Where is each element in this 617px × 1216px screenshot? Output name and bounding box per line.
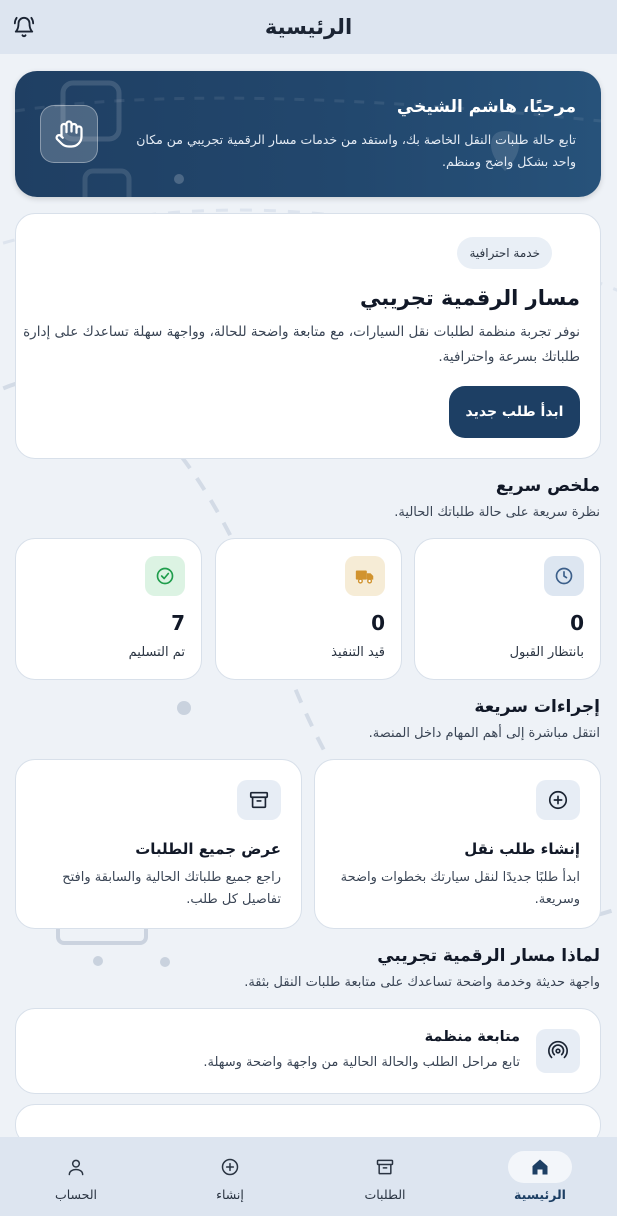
action-title: عرض جميع الطلبات bbox=[135, 840, 281, 858]
tracking-icon bbox=[536, 1029, 580, 1073]
check-circle-icon bbox=[145, 556, 185, 596]
bell-ring-icon[interactable] bbox=[12, 15, 36, 39]
why-title: لماذا مسار الرقمية تجريبي bbox=[377, 946, 600, 966]
top-app-bar bbox=[0, 0, 617, 54]
action-text: راجع جميع طلباتك الحالية والسابقة وافتح تفاصيل كل طلب. bbox=[62, 870, 281, 907]
home-icon bbox=[508, 1151, 572, 1183]
intro-card bbox=[15, 213, 601, 459]
waving-hand-icon bbox=[40, 105, 98, 163]
plus-circle-icon bbox=[198, 1151, 262, 1183]
actions-subtitle: انتقل مباشرة إلى أهم المهام داخل المنصة. bbox=[368, 726, 600, 741]
action-title: إنشاء طلب نقل bbox=[464, 840, 580, 858]
archive-icon bbox=[237, 780, 281, 820]
summary-subtitle: نظرة سريعة على حالة طلباتك الحالية. bbox=[394, 505, 600, 520]
stat-value: 0 bbox=[570, 611, 584, 635]
stat-label: تم التسليم bbox=[128, 645, 185, 660]
nav-label: الرئيسية bbox=[514, 1187, 566, 1202]
bottom-navigation bbox=[0, 1137, 617, 1216]
page-title: الرئيسية bbox=[264, 15, 353, 39]
clock-icon bbox=[544, 556, 584, 596]
nav-label: إنشاء bbox=[216, 1187, 244, 1202]
welcome-banner bbox=[15, 71, 601, 197]
user-icon bbox=[44, 1151, 108, 1183]
nav-item-orders[interactable] bbox=[315, 1137, 455, 1216]
archive-icon bbox=[353, 1151, 417, 1183]
stat-card-in-progress[interactable] bbox=[215, 538, 402, 680]
nav-item-create[interactable] bbox=[160, 1137, 300, 1216]
stat-value: 0 bbox=[371, 611, 385, 635]
feature-title: متابعة منظمة bbox=[424, 1029, 520, 1045]
stat-label: قيد التنفيذ bbox=[331, 645, 385, 660]
intro-title: مسار الرقمية تجريبي bbox=[359, 286, 580, 310]
action-text: ابدأ طلبًا جديدًا لنقل سيارتك بخطوات واضحة وسريعة. bbox=[340, 870, 580, 907]
feature-card-tracking bbox=[15, 1008, 601, 1094]
nav-item-account[interactable] bbox=[6, 1137, 146, 1216]
nav-label: الحساب bbox=[54, 1187, 98, 1202]
view-all-requests-card[interactable] bbox=[15, 759, 302, 929]
nav-item-home[interactable] bbox=[470, 1137, 610, 1216]
actions-title: إجراءات سريعة bbox=[474, 697, 600, 717]
why-subtitle: واجهة حديثة وخدمة واضحة تساعدك على متابعة طلبات النقل بثقة. bbox=[244, 975, 600, 990]
welcome-title: مرحبًا، هاشم الشيخي bbox=[396, 97, 576, 117]
stat-value: 7 bbox=[171, 611, 185, 635]
nav-label: الطلبات bbox=[364, 1187, 406, 1202]
intro-text: نوفر تجربة منظمة لطلبات نقل السيارات، مع متابعة واضحة للحالة، وواجهة سهلة تساعدك على إدارة طلباتك بسرعة واحترافية. bbox=[23, 324, 580, 365]
start-new-request-button[interactable]: ابدأ طلب جديد bbox=[449, 386, 580, 438]
welcome-text: تابع حالة طلبات النقل الخاصة بك، واستفد من خدمات مسار الرقمية تجريبي من مكان واحد بشكل واضح ومنظم. bbox=[136, 132, 576, 169]
stat-card-pending[interactable] bbox=[414, 538, 601, 680]
stat-label: بانتظار القبول bbox=[509, 645, 584, 660]
service-badge: خدمة احترافية bbox=[457, 237, 552, 269]
plus-circle-icon bbox=[536, 780, 580, 820]
create-request-card[interactable] bbox=[314, 759, 601, 929]
stat-card-delivered[interactable] bbox=[15, 538, 202, 680]
truck-icon bbox=[345, 556, 385, 596]
summary-title: ملخص سريع bbox=[495, 476, 600, 496]
feature-text: تابع مراحل الطلب والحالة الحالية من واجهة واضحة وسهلة. bbox=[203, 1055, 520, 1070]
